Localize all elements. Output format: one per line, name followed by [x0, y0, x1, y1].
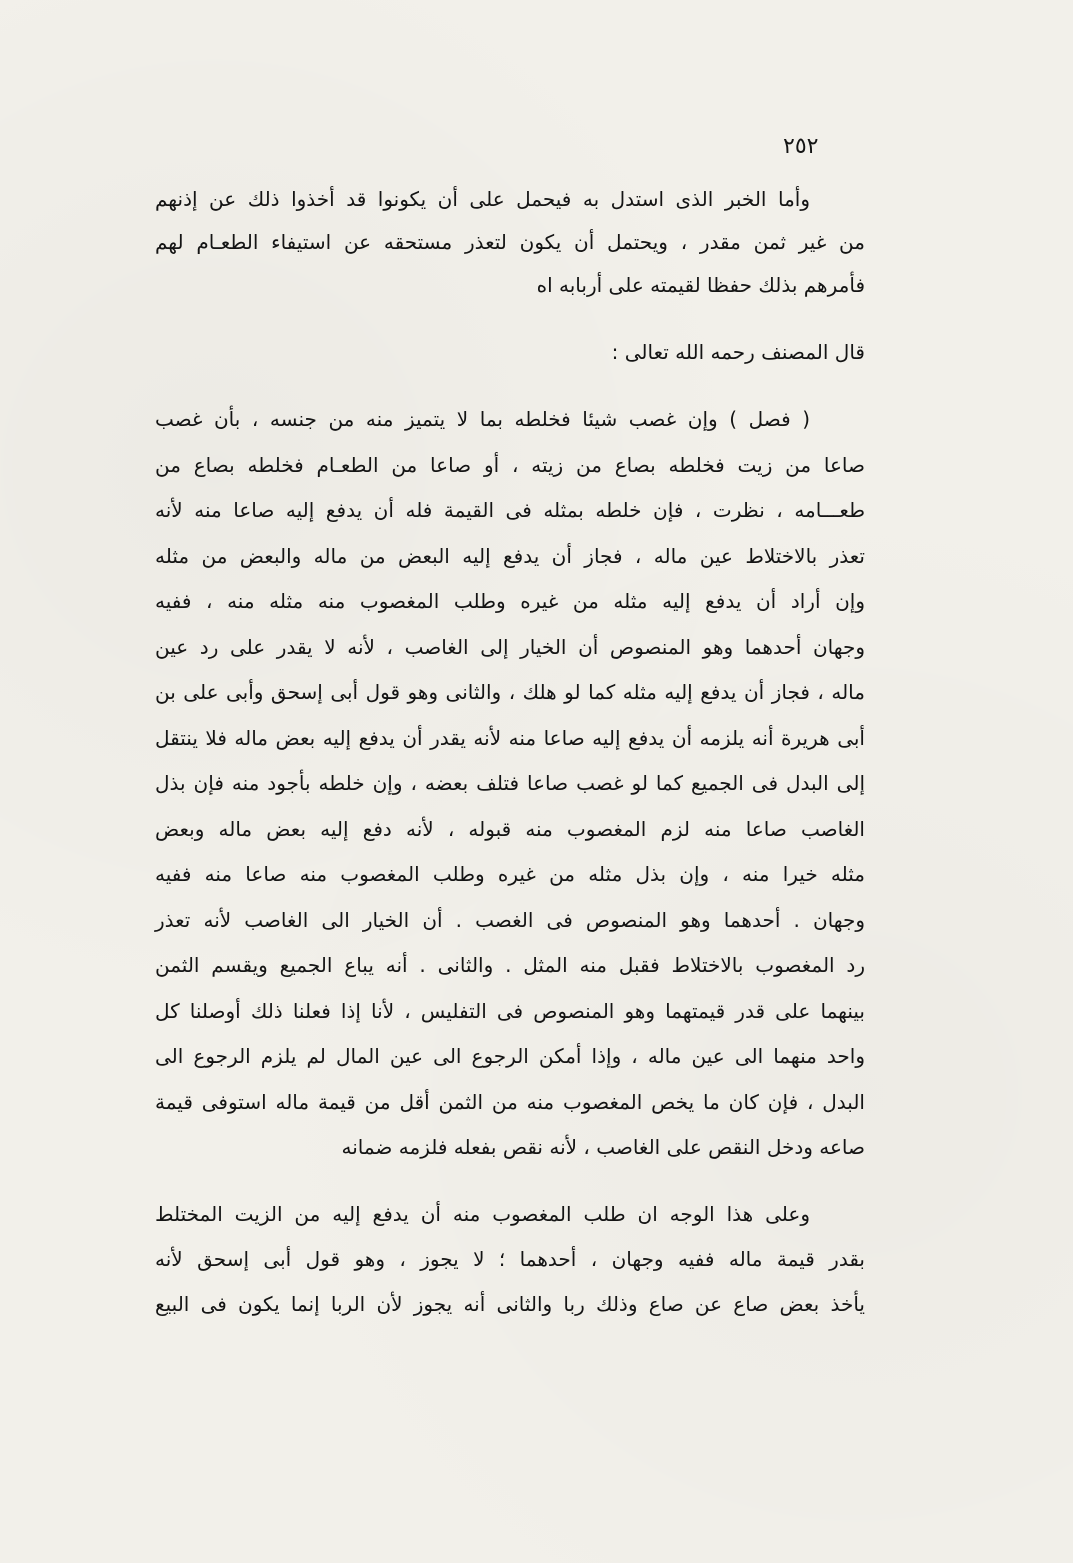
text-line: فأمرهم بذلك حفظا لقيمته على أربابه اه — [536, 273, 865, 297]
text-line: صاعا من زيت فخلطه بصاع من زيته ، أو صاعا من الطعـام فخلطه بصاع من — [155, 452, 865, 477]
text-line: رد المغصوب بالاختلاط فقبل منه المثل . والثانى . أنه يباع الجميع ويقسم الثمن — [155, 953, 865, 977]
text-line: إلى البدل فى الجميع كما لو غصب صاعا فتلف بعضه ، وإن خلطه بأجود منه فإن بذل — [155, 771, 865, 795]
text-line: وعلى هذا الوجه ان طلب المغصوب منه أن يدفع إليه من الزيت المختلط — [155, 1202, 810, 1226]
text-line: وجهان أحدهما وهو المنصوص أن الخيار إلى الغاصب ، لأنه لا يقدر على رد عين — [155, 634, 865, 659]
text-line: صاعه ودخل النقص على الغاصب ، لأنه نقص بفعله فلزمه ضمانه — [341, 1135, 865, 1159]
text-line: أبى هريرة أنه يلزمه أن يدفع إليه صاعا منه لأنه يقدر أن يدفع إليه بعض ماله فلا ينتقل — [155, 725, 865, 750]
text-line: ( فصل ) وإن غصب شيئا فخلطه بما لا يتميز منه من جنسه ، بأن غصب — [155, 407, 810, 431]
text-line: ماله ، فجاز أن يدفع إليه مثله كما لو هلك ، والثانى وهو قول أبى إسحق وأبى على بن — [155, 680, 865, 704]
paragraph-1 — [155, 178, 865, 307]
page-number: ٢٥٢ — [783, 134, 819, 159]
section-heading — [155, 330, 865, 374]
text-line: وجهان . أحدهما وهو المنصوص فى الغصب . أن الخيار الى الغاصب لأنه تعذر — [155, 907, 865, 932]
text-line: طعـــامه ، نظرت ، فإن خلطه بمثله فى القيمة فله أن يدفع إليه صاعا منه لأنه — [155, 498, 865, 522]
paragraph-3 — [155, 1192, 865, 1327]
text-line: يأخذ بعض صاع عن صاع وذلك ربا والثانى أنه يجوز لأن الربا إنما يكون فى البيع — [155, 1292, 865, 1316]
text-line: الغاصب صاعا منه لزم المغصوب منه قبوله ، لأنه دفع إليه بعض ماله وبعض — [155, 816, 865, 841]
text-line: وإن أراد أن يدفع إليه مثله من غيره وطلب المغصوب منه مثله منه ، ففيه — [155, 589, 865, 613]
text-line: وأما الخبر الذى استدل به فيحمل على أن يكونوا قد أخذوا ذلك عن إذنهم — [155, 187, 810, 211]
text-line: بينهما على قدر قيمتهما وهو المنصوص فى التفليس ، لأنا إذا فعلنا ذلك أوصلنا كل — [155, 998, 865, 1023]
text-line: مثله خيرا منه ، وإن بذل مثله من غيره وطلب المغصوب منه صاعا منه ففيه — [155, 862, 865, 886]
text-line: بقدر قيمة ماله ففيه وجهان ، أحدهما ؛ لا يجوز ، وهو قول أبى إسحق لأنه — [155, 1247, 865, 1271]
text-line: البدل ، فإن كان ما يخص المغصوب منه من الثمن أقل من قيمة ماله استوفى قيمة — [155, 1089, 865, 1114]
text-line: من غير ثمن مقدر ، ويحتمل أن يكون لتعذر مستحقه عن استيفاء الطعـام لهم — [155, 230, 865, 254]
text-line: تعذر بالاختلاط عين ماله ، فجاز أن يدفع إليه البعض من ماله والبعض من مثله — [155, 543, 865, 568]
heading-line: قال المصنف رحمه الله تعالى : — [611, 340, 865, 364]
text-line: واحد منهما الى عين ماله ، وإذا أمكن الرجوع الى عين المال لم يلزم الرجوع الى — [155, 1044, 865, 1068]
paragraph-2 — [155, 397, 865, 1171]
